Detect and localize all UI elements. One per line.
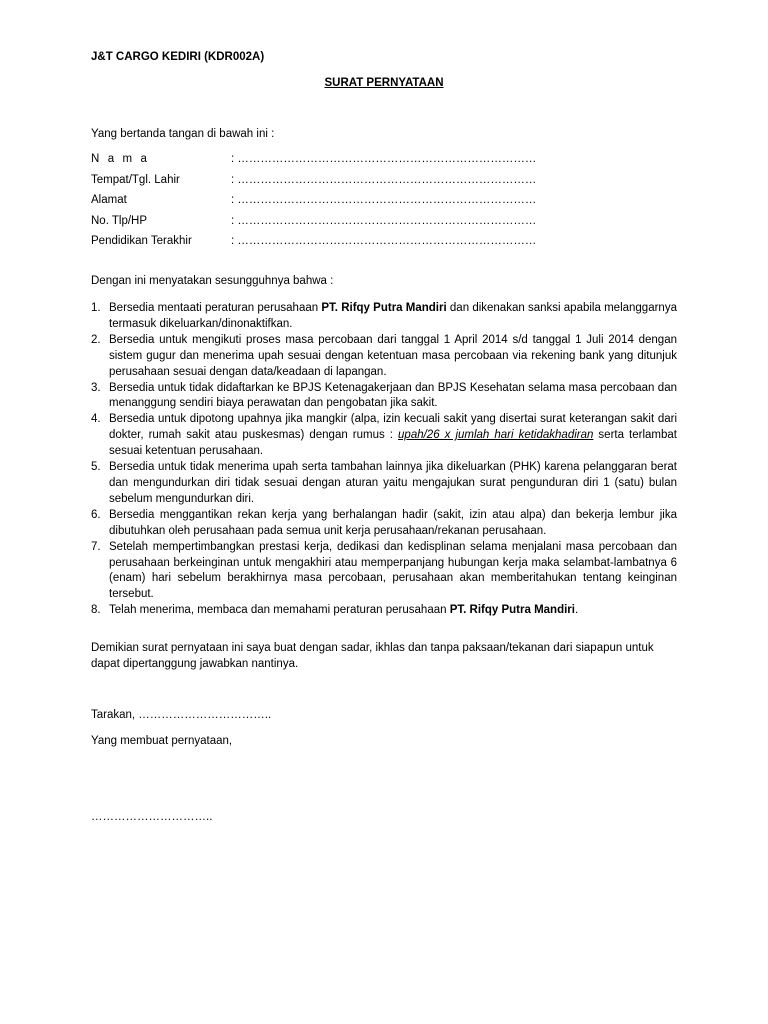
list-item xyxy=(91,603,677,619)
list-item xyxy=(91,301,677,333)
field-value-blank: : …………………………………………………………………… xyxy=(231,235,537,247)
field-label: N a m a xyxy=(91,153,150,165)
item-number: 4. xyxy=(91,413,101,426)
list-item xyxy=(91,460,677,508)
item-text: serta terlambat sesuai ketentuan perusahaan. xyxy=(109,429,677,458)
item-text: Telah menerima, membaca dan memahami peraturan perusahaan xyxy=(109,604,450,617)
item-text: Bersedia untuk dipotong upahnya jika mangkir (alpa, izin kecuali sakit yang disertai surat keterangan sakit dari dokter, rumah sakit atau puskesmas) dengan rumus : xyxy=(109,413,677,442)
item-text: . xyxy=(574,604,579,617)
field-row-pendidikan xyxy=(91,235,591,256)
item-text: Bersedia mentaati peraturan perusahaan xyxy=(109,302,322,314)
field-value-blank: : …………………………………………………………………… xyxy=(231,194,537,206)
field-label: Alamat xyxy=(91,194,127,206)
item-number: 1. xyxy=(91,302,101,314)
item-number: 2. xyxy=(91,333,101,346)
identity-fields xyxy=(91,153,591,256)
item-number: 8. xyxy=(91,604,101,617)
list-item xyxy=(91,508,677,540)
list-item xyxy=(91,412,677,460)
field-value-blank: : …………………………………………………………………… xyxy=(231,173,537,186)
item-text: Bersedia untuk tidak menerima upah serta tambahan lainnya jika dikeluarkan (PHK) karena pelanggaran berat dan mengundurkan diri tidak sesuai dengan aturan yaitu mengajukan surat pengunduran diri 1 (satu) bulan sebelum mengundurkan diri. xyxy=(109,461,677,505)
declaration-intro: Dengan ini menyatakan sesungguhnya bahwa : xyxy=(91,275,334,287)
item-text: dan dikenakan sanksi apabila melanggarnya termasuk dikeluarkan/dinonaktifkan. xyxy=(109,302,677,330)
field-row-alamat xyxy=(91,194,591,215)
company-bold: PT. Rifqy Putra Mandiri xyxy=(321,302,447,314)
item-text: Bersedia menggantikan rekan kerja yang berhalangan hadir (sakit, izin atau alpa) dan bekerja lembur jika dibutuhkan oleh perusahaan pada semua unit kerja perusahaan/rekanan perusahaan. xyxy=(109,508,677,537)
list-item xyxy=(91,381,677,413)
closing-paragraph: Demikian surat pernyataan ini saya buat dengan sadar, ikhlas dan tanpa paksaan/tekanan dari siapapun untuk dapat dipertanggung jawabkan nantinya. xyxy=(91,642,654,670)
field-value-blank: : …………………………………………………………………… xyxy=(231,153,537,165)
list-item xyxy=(91,540,677,604)
statement-list xyxy=(91,301,677,619)
field-label: No. Tlp/HP xyxy=(91,214,148,227)
item-number: 5. xyxy=(91,461,101,474)
signature-line: ………………………….. xyxy=(91,811,213,823)
item-text: Bersedia untuk tidak didaftarkan ke BPJS Ketenagakerjaan dan BPJS Kesehatan selama masa percobaan dan menanggung sendiri biaya perawatan dan pengobatan jika sakit. xyxy=(109,381,677,410)
company-bold: PT. Rifqy Putra Mandiri xyxy=(449,604,575,617)
item-text: Setelah mempertimbangkan prestasi kerja, dedikasi dan kedisplinan selama menjalani masa percobaan dan perusahaan berkeinginan untuk mengakhiri atau memperpanjang hubungan kerja maka selambat-lambatnya 6 (enam) hari sebelum berakhirnya masa percobaan, perusahaan akan memberitahukan tentang keinginan tersebut. xyxy=(109,540,677,601)
document-title: SURAT PERNYATAAN xyxy=(324,77,444,89)
field-label: Tempat/Tgl. Lahir xyxy=(91,173,180,186)
item-number: 7. xyxy=(91,540,101,553)
item-number: 3. xyxy=(91,381,101,394)
field-row-tempat-tgl-lahir xyxy=(91,174,591,195)
field-row-no-tlp xyxy=(91,215,591,236)
item-number: 6. xyxy=(91,508,101,521)
field-value-blank: : …………………………………………………………………… xyxy=(231,214,537,227)
company-name: J&T CARGO KEDIRI (KDR002A) xyxy=(91,51,265,63)
deduction-formula: upah/26 x jumlah hari ketidakhadiran xyxy=(398,429,594,442)
intro-text: Yang bertanda tangan di bawah ini : xyxy=(91,128,275,140)
place-date-line: Tarakan, …………………………….. xyxy=(91,709,272,721)
field-row-nama xyxy=(91,153,591,174)
list-item xyxy=(91,333,677,381)
item-text: Bersedia untuk mengikuti proses masa percobaan dari tanggal 1 April 2014 s/d tanggal 1 Juli 2014 dengan sistem gugur dan menerima upah sesuai dengan ketentuan masa percobaan via rekening bank yang ditunjuk perusahaan sesuai dengan data/keadaan di lapangan. xyxy=(109,333,677,378)
field-label: Pendidikan Terakhir xyxy=(91,235,192,247)
maker-label: Yang membuat pernyataan, xyxy=(91,735,233,747)
